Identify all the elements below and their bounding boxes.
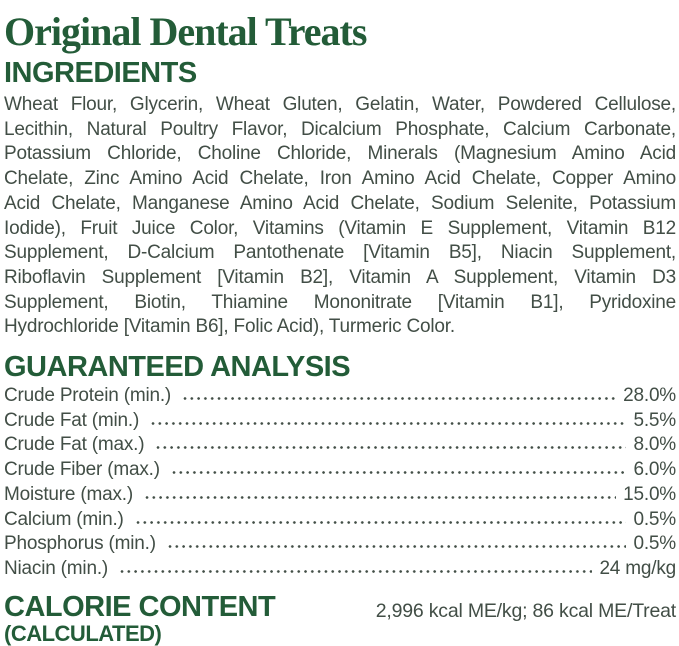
ingredients-text [4, 93, 676, 340]
analysis-row [4, 458, 676, 483]
analysis-row-label: Phosphorus (min.) [4, 533, 156, 555]
calorie-content-section [4, 592, 676, 646]
analysis-row [4, 483, 676, 508]
ingredients-line: Wheat Flour, Glycerin, Wheat Gluten, Gelatin, Water, Powdered Cellulose, [4, 94, 676, 115]
analysis-row-label: Crude Fiber (max.) [4, 459, 160, 481]
analysis-row [4, 409, 676, 434]
analysis-row-value: 6.0% [633, 459, 676, 481]
analysis-row-value: 28.0% [623, 385, 676, 407]
analysis-row-value: 24 mg/kg [599, 557, 676, 579]
analysis-row-label: Niacin (min.) [4, 557, 109, 579]
ingredients-line: Hydrochloride [Vitamin B6], Folic Acid), Turmeric Color. [4, 316, 455, 338]
dot-leader [183, 396, 616, 401]
calorie-content-subheading: (CALCULATED) [4, 620, 162, 646]
analysis-row [4, 433, 676, 458]
ingredients-line: Iodide), Fruit Juice Color, Vitamins (Vitamin E Supplement, Vitamin B12 [4, 217, 676, 239]
ingredients-line: Potassium Chloride, Choline Chloride, Minerals (Magnesium Amino Acid [4, 143, 676, 165]
dot-leader [120, 569, 592, 574]
analysis-row [4, 384, 676, 409]
dot-leader [136, 520, 627, 525]
analysis-row-value: 0.5% [633, 533, 676, 555]
dot-leader [145, 495, 616, 500]
analysis-row [4, 508, 676, 533]
analysis-row-label: Crude Protein (min.) [4, 385, 172, 407]
ingredients-line: Supplement, D-Calcium Pantothenate [Vitamin B5], Niacin Supplement, [4, 242, 676, 264]
analysis-row-label: Moisture (max.) [4, 483, 133, 505]
analysis-row-label: Calcium (min.) [4, 508, 124, 530]
calorie-content-heading: CALORIE CONTENT [4, 590, 276, 623]
analysis-row-value: 0.5% [633, 508, 676, 530]
calorie-content-headings [4, 592, 275, 646]
ingredients-line: Riboflavin Supplement [Vitamin B2], Vitamin A Supplement, Vitamin D3 [4, 266, 676, 288]
ingredients-line: Lecithin, Natural Poultry Flavor, Dicalcium Phosphate, Calcium Carbonate, [4, 118, 676, 140]
dot-leader [172, 470, 627, 475]
analysis-row-label: Crude Fat (min.) [4, 409, 140, 431]
analysis-row [4, 532, 676, 557]
dot-leader [151, 421, 626, 426]
calorie-content-value: 2,996 kcal ME/kg; 86 kcal ME/Treat [375, 599, 676, 622]
analysis-row [4, 557, 676, 582]
page-title: Original Dental Treats [4, 9, 367, 54]
guaranteed-analysis-heading: GUARANTEED ANALYSIS [4, 351, 351, 384]
analysis-row-value: 5.5% [633, 409, 676, 431]
ingredients-heading: INGREDIENTS [4, 57, 197, 89]
ingredients-line: Acid Chelate, Manganese Amino Acid Chelate, Sodium Selenite, Potassium [4, 192, 676, 214]
dot-leader [156, 445, 626, 450]
ingredients-line: Chelate, Zinc Amino Acid Chelate, Iron Amino Acid Chelate, Copper Amino [4, 168, 676, 190]
analysis-row-value: 8.0% [633, 434, 676, 456]
dot-leader [168, 544, 627, 549]
guaranteed-analysis-table [4, 384, 676, 582]
analysis-row-label: Crude Fat (max.) [4, 434, 145, 456]
analysis-row-value: 15.0% [623, 483, 676, 505]
ingredients-line: Supplement, Biotin, Thiamine Mononitrate [Vitamin B1], Pyridoxine [4, 291, 676, 313]
